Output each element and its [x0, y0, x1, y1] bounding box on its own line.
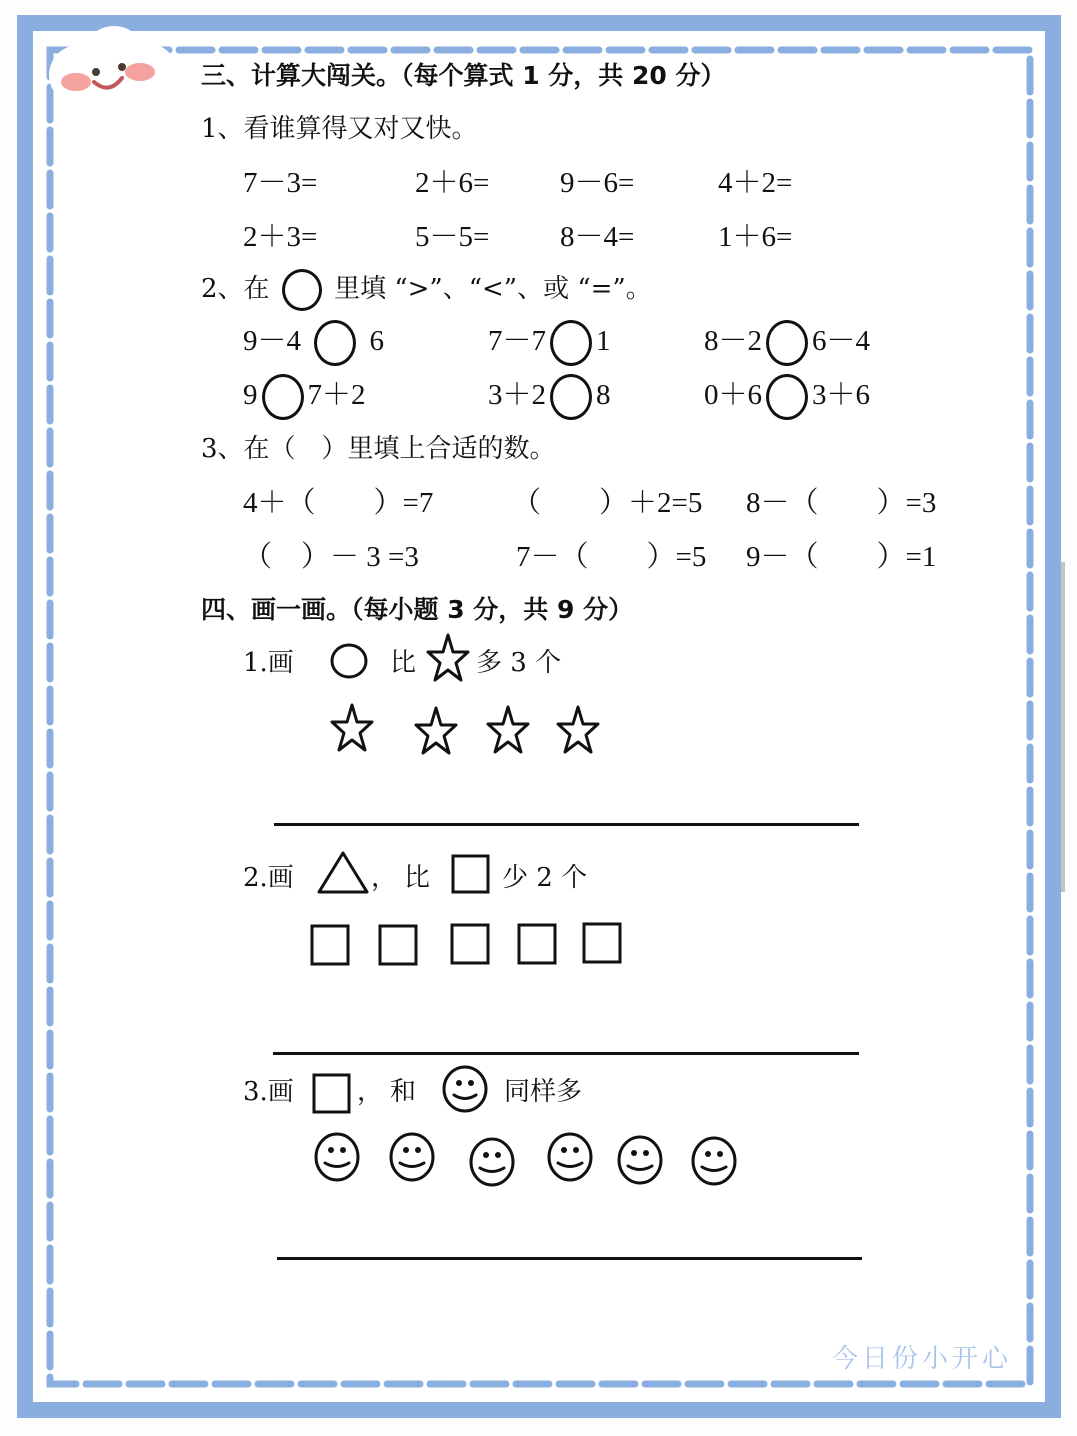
smiley-icon — [693, 1138, 735, 1184]
smiley-icon — [549, 1134, 591, 1180]
square-icon — [452, 925, 488, 963]
q1-eq: 1＋6= — [718, 221, 793, 253]
p3-mid: 和 — [390, 1077, 417, 1107]
answer-circle[interactable] — [766, 374, 808, 420]
triangle-icon — [316, 850, 370, 896]
fill-blank-item[interactable]: （ ）－ 3 =3 — [243, 541, 419, 573]
fill-blank-item[interactable]: 4＋（ ）=7 — [243, 487, 434, 519]
q2-label: 2、在 里填 “>”、“<”、或 “=”。 — [201, 268, 652, 311]
smiley-icon — [391, 1134, 433, 1180]
given-squares — [308, 922, 628, 968]
answer-circle-icon — [282, 269, 322, 311]
square-icon — [312, 926, 348, 964]
answer-circle[interactable] — [314, 320, 356, 366]
p2-tail: 少 2 个 — [502, 863, 588, 893]
q1-eq: 5－5= — [415, 221, 490, 253]
compare-item: 8－2 6－4 — [704, 318, 870, 366]
p2-num: 2.画 — [243, 863, 294, 893]
answer-circle[interactable] — [766, 320, 808, 366]
smiley-icon — [471, 1139, 513, 1185]
section-3-title: 三、计算大闯关。（每个算式 1 分，共 20 分） — [201, 61, 726, 90]
section-4-title: 四、画一画。（每小题 3 分，共 9 分） — [201, 595, 634, 624]
star-icon — [332, 705, 372, 750]
star-icon — [558, 707, 598, 752]
square-icon — [311, 1072, 353, 1116]
square-icon — [519, 925, 555, 963]
answer-circle[interactable] — [550, 374, 592, 420]
smiley-icon — [316, 1134, 358, 1180]
q1-label: 1、看谁算得又对又快。 — [201, 114, 478, 144]
given-smileys — [312, 1128, 752, 1192]
watermark: 今日份小开心 — [832, 1344, 1013, 1374]
q3-label: 3、在（ ）里填上合适的数。 — [201, 434, 556, 464]
p2-mid: 比 — [404, 863, 431, 893]
fill-blank-item[interactable]: 7－（ ）=5 — [516, 541, 707, 573]
answer-circle[interactable] — [262, 374, 304, 420]
answer-line[interactable] — [274, 823, 859, 826]
square-icon — [450, 853, 492, 895]
star-icon — [488, 707, 528, 752]
given-stars — [330, 703, 630, 763]
p1-tail: 多 3 个 — [476, 648, 562, 678]
p3-num: 3.画 — [243, 1077, 294, 1107]
circle-icon — [328, 641, 370, 681]
p2-comma: ， — [371, 863, 398, 893]
p3-comma: ， — [357, 1077, 384, 1107]
square-icon — [584, 924, 620, 962]
q1-eq: 2＋6= — [415, 167, 490, 199]
fill-blank-item[interactable]: （ ）＋2=5 — [512, 487, 703, 519]
star-icon — [426, 633, 470, 683]
q1-eq: 7－3= — [243, 167, 318, 199]
square-icon — [380, 926, 416, 964]
q1-eq: 4＋2= — [718, 167, 793, 199]
cloud-mascot-icon — [44, 20, 184, 120]
p1-num: 1.画 — [243, 648, 294, 678]
q1-eq: 8－4= — [560, 221, 635, 253]
answer-line[interactable] — [273, 1052, 859, 1055]
smiley-icon — [619, 1137, 661, 1183]
p1-mid: 比 — [390, 648, 417, 678]
compare-item: 9 7＋2 — [243, 372, 366, 420]
compare-item: 7－7 1 — [488, 318, 611, 366]
compare-item: 9－4 6 — [243, 318, 384, 366]
answer-circle[interactable] — [550, 320, 592, 366]
q1-eq: 2＋3= — [243, 221, 318, 253]
compare-item: 0＋6 3＋6 — [704, 372, 870, 420]
p3-tail: 同样多 — [504, 1077, 583, 1107]
q1-eq: 9－6= — [560, 167, 635, 199]
compare-item: 3＋2 8 — [488, 372, 611, 420]
star-icon — [416, 708, 456, 753]
answer-line[interactable] — [277, 1257, 862, 1260]
fill-blank-item[interactable]: 9－（ ）=1 — [746, 541, 937, 573]
fill-blank-item[interactable]: 8－（ ）=3 — [746, 487, 937, 519]
smiley-icon — [440, 1064, 490, 1114]
